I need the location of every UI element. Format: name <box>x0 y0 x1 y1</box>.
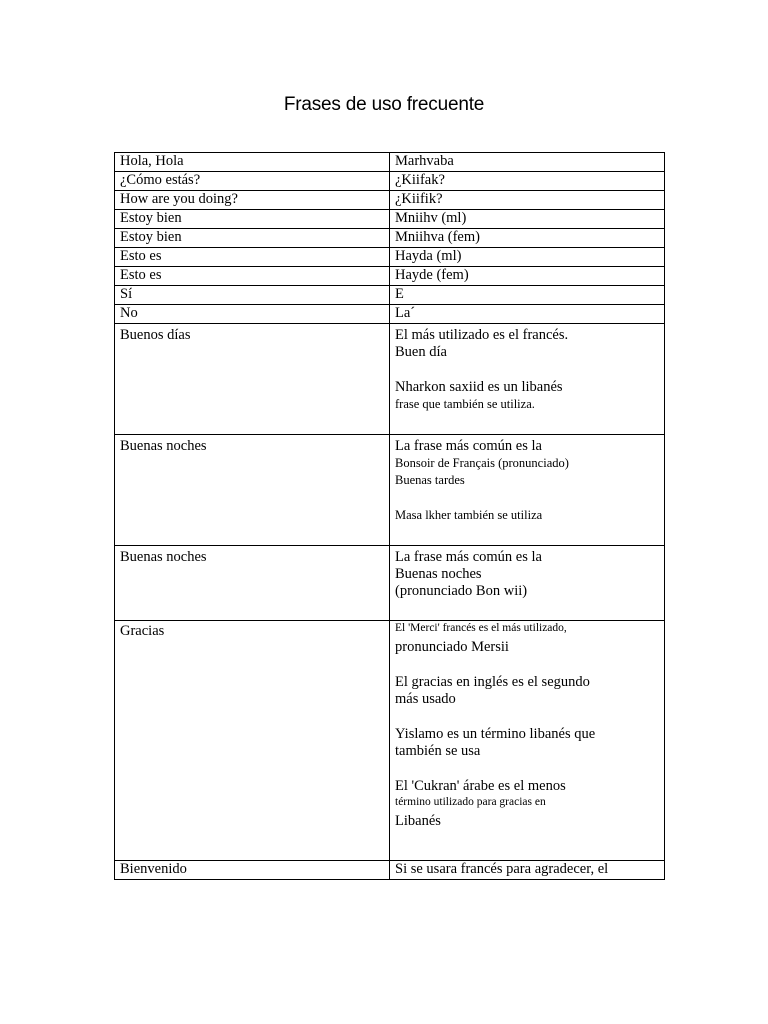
table-row <box>115 305 665 324</box>
translation-line: El más utilizado es el francés. <box>395 327 569 343</box>
phrases-table <box>114 152 665 880</box>
phrase-cell: Estoy bien <box>115 229 390 248</box>
translation-cell <box>390 435 665 546</box>
table-row <box>115 153 665 172</box>
translation-cell: ¿Kiifak? <box>390 172 665 191</box>
table-row <box>115 861 665 880</box>
translation-cell <box>390 621 665 861</box>
translation-cell: Marhvaba <box>390 153 665 172</box>
translation-line: La frase más común es la <box>395 549 542 565</box>
translation-line: El gracias en inglés es el segundo <box>395 674 590 690</box>
translation-line: más usado <box>395 691 456 707</box>
phrase-cell: Esto es <box>115 248 390 267</box>
translation-cell: Hayde (fem) <box>390 267 665 286</box>
translation-cell: Mniihv (ml) <box>390 210 665 229</box>
table-row <box>115 210 665 229</box>
translation-cell: La´ <box>390 305 665 324</box>
translation-cell <box>390 546 665 621</box>
translation-line: Libanés <box>395 813 441 829</box>
translation-cell: E <box>390 286 665 305</box>
translation-line: pronunciado Mersii <box>395 639 509 655</box>
phrase-cell: Bienvenido <box>115 861 390 880</box>
phrase-cell: Hola, Hola <box>115 153 390 172</box>
phrase-cell: Esto es <box>115 267 390 286</box>
phrase-cell: Buenas noches <box>115 435 390 546</box>
translation-line: (pronunciado Bon wii) <box>395 583 528 599</box>
table-row <box>115 435 665 546</box>
table-row <box>115 621 665 861</box>
translation-cell: Si se usara francés para agradecer, el <box>390 861 665 880</box>
translation-line: Buenas tardes <box>395 473 465 487</box>
translation-line: frase que también se utiliza. <box>395 397 535 411</box>
translation-line: Buenas noches <box>395 566 482 582</box>
translation-line: también se usa <box>395 743 481 759</box>
table-row <box>115 172 665 191</box>
translation-cell <box>390 324 665 435</box>
phrase-cell: ¿Cómo estás? <box>115 172 390 191</box>
translation-cell: ¿Kiifik? <box>390 191 665 210</box>
page-title: Frases de uso frecuente <box>283 94 485 115</box>
translation-cell: Hayda (ml) <box>390 248 665 267</box>
table-row <box>115 191 665 210</box>
translation-line: Yislamo es un término libanés que <box>395 726 596 742</box>
table-row <box>115 229 665 248</box>
translation-line: El 'Merci' francés es el más utilizado, <box>395 622 567 634</box>
phrase-cell: Buenos días <box>115 324 390 435</box>
phrase-cell: Estoy bien <box>115 210 390 229</box>
translation-line: El 'Cukran' árabe es el menos <box>395 778 566 794</box>
table-row <box>115 267 665 286</box>
phrase-cell: Gracias <box>115 621 390 861</box>
translation-line: La frase más común es la <box>395 438 542 454</box>
translation-line: Masa lkher también se utiliza <box>395 508 543 522</box>
table-row <box>115 248 665 267</box>
translation-cell: Mniihva (fem) <box>390 229 665 248</box>
table-row <box>115 324 665 435</box>
translation-line: Bonsoir de Français (pronunciado) <box>395 456 569 470</box>
table-row <box>115 546 665 621</box>
table-row <box>115 286 665 305</box>
translation-line: Nharkon saxiid es un libanés <box>395 379 563 395</box>
translation-line: Buen día <box>395 344 447 360</box>
phrase-cell: No <box>115 305 390 324</box>
phrase-cell: How are you doing? <box>115 191 390 210</box>
phrase-cell: Buenas noches <box>115 546 390 621</box>
phrase-cell: Sí <box>115 286 390 305</box>
translation-line: término utilizado para gracias en <box>395 796 546 808</box>
